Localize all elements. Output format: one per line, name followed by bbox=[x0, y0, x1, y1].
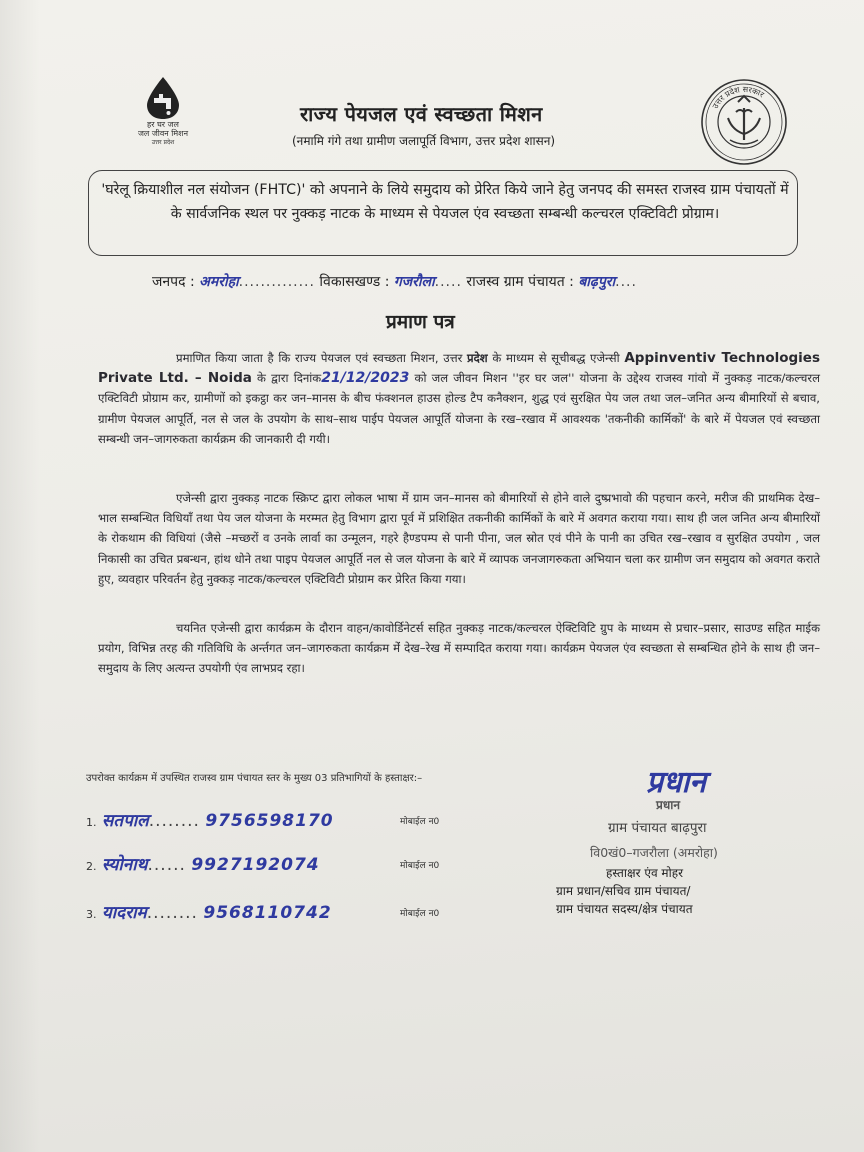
certificate-title: प्रमाण पत्र bbox=[386, 311, 455, 333]
har-ghar-jal-logo bbox=[118, 76, 208, 156]
emblem-ring-text: उत्तर प्रदेश सरकार bbox=[710, 84, 766, 111]
participant-phone: 9568110742 bbox=[203, 903, 332, 923]
participant-row-2: 2. स्योनाथ...... 9927192074 मोबाईल न0 bbox=[86, 855, 440, 875]
participant-row-1: 1. सतपाल........ 9756598170 मोबाईल न0 bbox=[86, 811, 440, 831]
participant-number: 3. bbox=[86, 908, 97, 921]
mobile-label: मोबाईल न0 bbox=[400, 909, 440, 919]
participant-number: 1. bbox=[86, 816, 97, 829]
paragraph-3 bbox=[98, 618, 820, 679]
logo-tagline-line3: उत्तर प्रदेश bbox=[151, 139, 175, 146]
stamp-block-line: वि0खं0–गजरौला (अमरोहा) bbox=[590, 845, 718, 860]
uttar-pradesh-government-emblem-icon bbox=[700, 78, 788, 166]
para1-part4: को जल जीवन मिशन ''हर घर जल'' योजना के उद्देश्य राजस्व गांवो में नुक्कड़ नाटक/कल्चरल एक्टिविटी प्रोग्राम कर, ग्रामीणों को इकट्ठा कर जन–मानस के बीच फंक्शनल हाउस होल्ड टैप कनैक्शन, शुद्ध एवं सुरक्षित पेय जल तथा जल–जनित अन्य बीमारियों से बचाव, ग्रामीण पेयजल आपूर्ति, नल से जल के उपयोग के साथ–साथ पाईप पेयजल आपूर्ति योजना के रख–रखाव में आवश्यक 'तकनीकी कार्मिकों' के बारे में पेयजल एवं स्वच्छता सम्बन्धी जन–जागरुकता कार्यक्रम की जानकारी दी गयी। bbox=[98, 371, 820, 446]
participant-phone: 9756598170 bbox=[205, 811, 334, 831]
signatory-roles-line1: ग्राम प्रधान/सचिव ग्राम पंचायत/ bbox=[556, 884, 691, 898]
mission-title: राज्य पेयजल एवं स्वच्छता मिशन bbox=[300, 102, 543, 126]
program-banner-text: 'घरेलू क्रियाशील नल संयोजन (FHTC)' को अपनाने के लिये समुदाय को प्रेरित किये जाने हेतु जनपद की समस्त राजस्व ग्राम पंचायतों में के सार्वजनिक स्थल पर नुक्कड़ नाटक के माध्यम से पेयजल एंव स्वच्छता सम्बन्धी कल्चरल एक्टिविटी प्रोग्राम। bbox=[101, 182, 789, 222]
logo-tagline-line1: हर घर जल bbox=[147, 120, 179, 129]
block-label: विकासखण्ड : bbox=[319, 274, 390, 290]
participant-name: स्योनाथ bbox=[101, 855, 148, 875]
agency-name: Appinventiv Technologies Private Ltd. – Noida bbox=[98, 350, 820, 387]
paragraph-2 bbox=[98, 488, 820, 589]
participant-number: 2. bbox=[86, 860, 97, 873]
mission-subtitle: (नमामि गंगे तथा ग्रामीण जलापूर्ति विभाग, उत्तर प्रदेश शासन) bbox=[292, 134, 556, 148]
participant-name: सतपाल bbox=[101, 811, 149, 831]
para1-part2: के माध्यम से सूचीबद्ध एजेन्सी bbox=[487, 351, 625, 365]
logo-tagline-line2: जल जीवन मिशन bbox=[137, 129, 189, 138]
stamp-pradhan: प्रधान bbox=[656, 798, 680, 812]
mobile-label: मोबाईल न0 bbox=[400, 817, 440, 827]
para1-pradesh: प्रदेश bbox=[467, 351, 488, 365]
pradhan-signature: प्रधान bbox=[646, 765, 706, 800]
panchayat-value: बाढ़पुरा bbox=[578, 274, 616, 290]
mobile-label: मोबाईल न0 bbox=[400, 861, 440, 871]
para3-text: चयनित एजेन्सी द्वारा कार्यक्रम के दौरान वाहन/कावोर्डिनेटर्स सहित नुक्कड़ नाटक/कल्चरल ऐक्टिविटि ग्रुप के माध्यम से प्रचार–प्रसार, साउण्ड सहित माईक प्रयोग, विभिन्न तरह की गतिविधि के अर्न्तगत जन–जागरुकता कार्यक्रम मेंं देख–रेख में सम्पादित कराया गया। कार्यक्रम पेयजल एंव स्वच्छता से सम्बन्धित होने के साथ ही जन–समुदाय के लिए अत्यन्त उपयोगी एंव लाभप्रद रहा। bbox=[98, 621, 821, 676]
up-government-emblem bbox=[700, 78, 788, 166]
paragraph-1 bbox=[98, 348, 820, 449]
para1-part3: के द्वारा दिनांक bbox=[251, 371, 322, 386]
district-value: अमरोहा bbox=[199, 274, 239, 290]
water-tap-drop-icon bbox=[142, 76, 184, 120]
page-shadow bbox=[0, 0, 40, 1152]
para1-part1: प्रमाणित किया जाता है कि राज्य पेयजल एवं स्वच्छता मिशन, उत्तर bbox=[176, 351, 468, 365]
location-line: जनपद : अमरोहा.............. विकासखण्ड : गजरौला..... राजस्व ग्राम पंचायत : बाढ़पुरा.... bbox=[152, 274, 637, 290]
participant-row-3: 3. यादराम........ 9568110742 मोबाईल न0 bbox=[86, 903, 440, 923]
signatures-intro: उपरोक्त कार्यक्रम में उपस्थित राजस्व ग्राम पंचायत स्तर के मुख्य 03 प्रतिभागियों के हस्ताक्षर:– bbox=[86, 773, 423, 784]
signatory-roles-line2: ग्राम पंचायत सदस्य/क्षेत्र पंचायत bbox=[556, 902, 693, 916]
para2-text: एजेन्सी द्वारा नुक्कड़ नाटक स्क्रिप्ट द्वारा लोकल भाषा में ग्राम जन–मानस को बीमारियों से होने वाले दुष्प्रभावो की पहचान करने, मरीज की प्राथमिक देख–भाल सम्बन्धित विधियाँ तथा पेय जल योजना के मरम्मत हेतु विभाग द्वारा पूर्व में प्रशिक्षित तकनीकी कार्मिकों के बारे में अवगत कराया गया। साथ ही जल जनित अन्य बीमारियों के रोकथाम की विधियां (जैसे –मच्छरों व उनके लार्वा का उन्मूलन, गहरे हैण्डपम्प से पानी पीना, जल स्रोत एवं पीने के पानी का उचित रख–रखाव व सुरक्षित उपयोग , जल निकासी का उचित प्रबन्धन, हांथ धोने तथा पाइप पेयजल आपूर्ति नल से जल योजना के बारे में व्यापक जनजागरुकता अभियान चला कर ग्रामीण जन समुदाय को अवगत कराते हुए, व्यवहार परिवर्तन हेतु नुक्कड़ नाटक/कल्चरल एक्टिविटी प्रोग्राम कर प्रेरित किया गया। bbox=[98, 491, 820, 586]
stamp-panchayat-line: ग्राम पंचायत बाढ़पुरा bbox=[608, 820, 707, 836]
block-value: गजरौला bbox=[393, 274, 435, 290]
participant-phone: 9927192074 bbox=[191, 855, 320, 875]
district-label: जनपद : bbox=[152, 274, 195, 290]
panchayat-label: राजस्व ग्राम पंचायत : bbox=[466, 274, 574, 290]
participant-name: यादराम bbox=[101, 903, 147, 923]
signature-seal-label: हस्ताक्षर एंव मोहर bbox=[606, 866, 684, 880]
program-date: 21/12/2023 bbox=[321, 370, 410, 387]
